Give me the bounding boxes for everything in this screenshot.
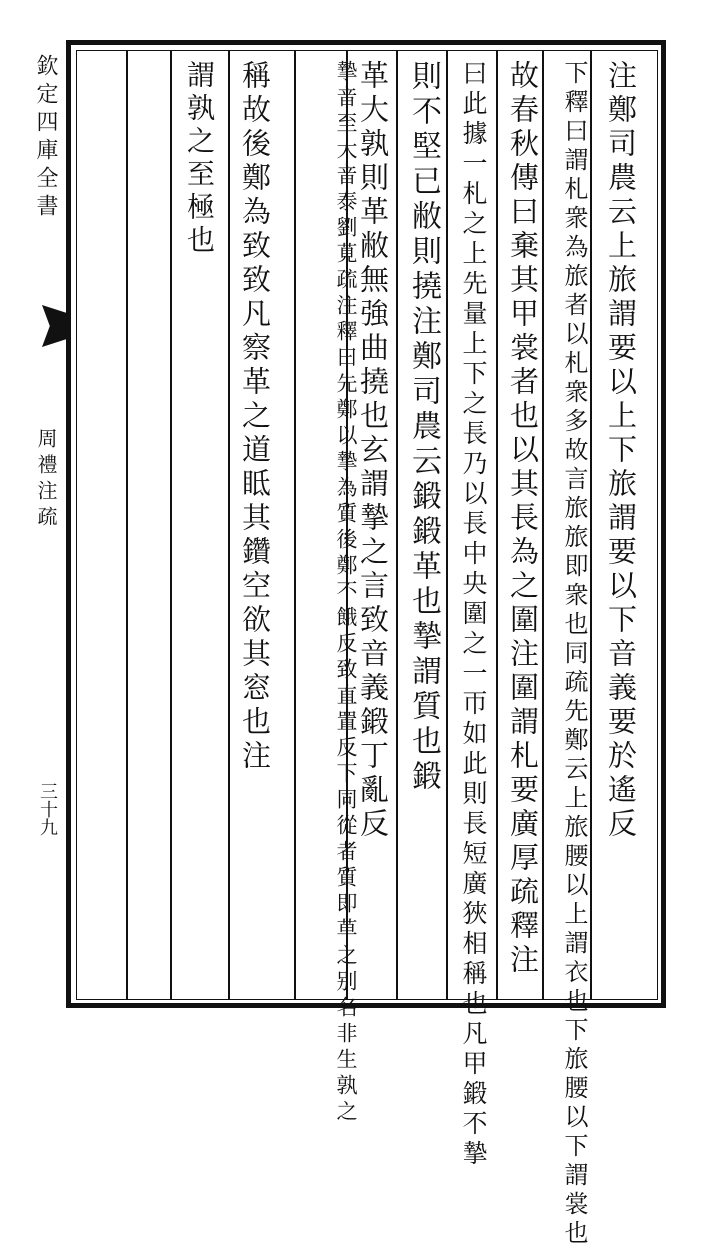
text-column-4: 曰此據一札之上先量上下之長乃以長中央圍之一帀如此則長短廣狹相稱也凡甲鍛不摯: [459, 60, 488, 1170]
text-column-7: 摯音至大音泰劉莧疏注釋曰先鄭以摯為質後鄭不餓反致直置反下同從者質即草之别名非生孰之: [334, 60, 358, 1126]
text-column-1: 注鄭司農云上旅謂要以上下旅謂要以下音義要於遙反: [604, 60, 638, 842]
fold-mark-icon: [42, 305, 68, 347]
column-rule: [396, 50, 398, 1000]
text-column-3: 故春秋傳曰棄其甲裳者也以其長為之圍注圍謂札要廣厚疏釋注: [506, 60, 540, 978]
column-rule: [228, 50, 230, 1000]
text-column-9: 謂孰之至極也: [183, 60, 216, 258]
book-title: 欽定四庫全書: [33, 54, 58, 222]
text-column-2: 下釋曰謂札衆為旅者以札衆多故言旅旅即衆也同疏先鄭云上旅腰以上謂衣也下旅腰以下謂裳也: [560, 60, 588, 1249]
column-rule: [170, 50, 172, 1000]
text-column-8: 稱故後鄭為致致凡察革之道眡其鑽空欲其窓也注: [238, 60, 272, 774]
section-title: 周禮注疏: [34, 428, 58, 532]
text-column-5: 則不堅已敝則撓注鄭司農云鍛鍛革也摯謂質也鍛: [406, 60, 441, 795]
column-rule: [446, 50, 448, 1000]
column-rule: [294, 50, 296, 1000]
column-rule: [496, 50, 498, 1000]
text-column-6: 革大孰則革敝無強曲撓也玄謂摯之言致音義鍛丁亂反: [356, 60, 390, 842]
column-rule: [126, 50, 128, 1000]
page-number: 三十九: [37, 782, 58, 836]
